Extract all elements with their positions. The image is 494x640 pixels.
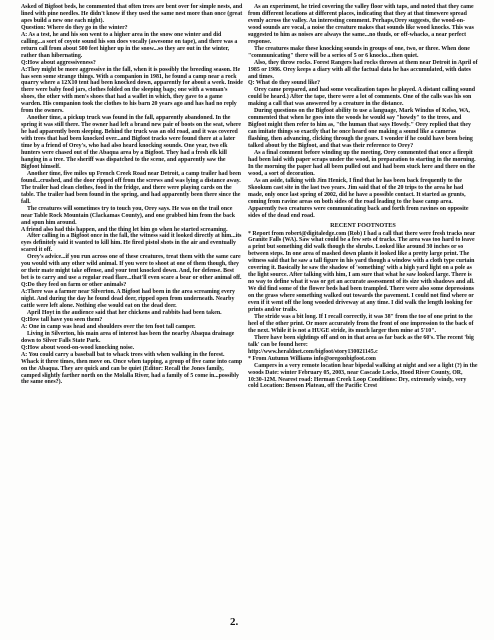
footnote: * Report from robert@digitaledge.com (Rob) I had a call that there were fresh tracks near Granite Falls (WA). Saw what could be a few sets of tracks. The area was too hard to leave a print but something did walk though the shrubs. Looked like around 30 inches or so between steps. In one area of mashed down plants it looked like a pretty large print. The witness said that he saw a tall figure in his yard though a window with a cloth type curtain covering it. Basically he saw the shadow of 'something' with a high yard light on a pole as the light source. After talking with him, I am sure that what he saw looked large. There is no way to define what it was or get an accurate assessment of its size with shadows and all. We did find some of the flower beds had been trampled. There were also some depressions on the grass where something walked out towards the pavement. I could not find where or even if it went off the long wooded driveway at any time. I did walk the length looking for prints and/or trails. [248, 230, 476, 313]
right-column [248, 4, 478, 390]
paragraph: A:There was a farmer near Silverton. A Bigfoot had been in the area screaming every night. And during the day he found dead deer, ripped open from underneath. Nearby cattle were left alone. Nothing else would eat on the dead deer. [21, 289, 235, 309]
paragraph: Orey's advice...if you run across one of these creatures, treat them with the same care you would with any other wild animal. If you were to shoot at one of them though, they or their mate might take offense, and your tent knocked down. And, for defense. Best bet is to carry and use a regular road flare...that'll even scare a bear or other animal off. [21, 254, 242, 282]
paragraph: During questions on the Bigfoot ability to use a language, Mark Windus of Kelso, WA, commented that when he goes into the woods he would say "howdy" to the trees, and Bigfoot might then refer to him as, "the human that says Howdy." Orey replied that they can imitate things so exactly that he once heard one making a sound like a cameras flashing, then advancing, clicking through the gears. I wonder if he could have been being talked about by the Bigfoot, and that was their reference to Orey? [248, 108, 473, 150]
footnote: * From Autumn Williams info@oregonbigfoot.com [248, 355, 376, 362]
paragraph: Orey came prepared, and had some vocalization tapes he played. A distant calling sound could be heard.) After the tape, there were a lot of comments. One of the calls was his son making a call that was answered by a creature in the distance. [248, 87, 476, 108]
footnote: Campers in a very remote location hear bipedal walking at night and see a light (?) in the woods Date: winter February 05, 2003, near Cascade Locks, Hood River County, OR, 10:30-12M. Nearest road: Herman Creek Loop Conditions: Dry, extremely windy, very cold Location: Benson Plateau, off the Pacific Crest [248, 362, 478, 390]
paragraph: April Hoyt in the audience said that her chickens and rabbits had been taken. [27, 309, 222, 316]
paragraph: Asked of Bigfoot beds, he commented that often trees are bent over for simple nests, and lined with pine needles. He didn't know if they used the same nest more than once (great apes build a new one each night). [21, 4, 243, 24]
paragraph: After calling in a Bigfoot once in the fall, the witness said it looked directly at him...its eyes definitely said it wanted to kill him. He fired pistol shots in the air and eventually scared it off. [21, 233, 242, 254]
paragraph: The creatures will sometimes try to touch you, Orey says. He was on the trail once near Table Rock Mountain (Clackamas County), and one grabbed him from the back and spun him around. [21, 205, 235, 226]
paragraph: Also, they throw rocks. Forest Rangers had rocks thrown at them near Detroit in April of 1985 or 1986. Orey keeps a diary with all the factual data he has accumulated, with dates and times. [248, 59, 478, 80]
paragraph: Another time, a pickup truck was found in the fall, apparently abandoned. In the spring it was still there. The owner had left a brand new pair of boots on the seat, where he had apparently been sleeping. Behind the truck was an old road, and it was covered with trees that had been knocked over...and Bigfoot tracks were found there at a later time by a friend of Orey's, who had also heard knocking sounds. One year, two elk hunters were chased out of the Abaqua area by a Bigfoot. They had a fresh elk kill hanging in a tree. The sheriff was dispatched to the scene, and apparently saw the Bigfoot himself. [21, 115, 242, 170]
paragraph: As an aside, talking with Jim Henick, I find that he has been back frequently to the Skookum cast site in the last two years. Jim said that of the 20 trips to the area he had made, only once last spring of 2002, did he have a possible contact. It started as grunts, coming from ravine areas on both sides of the road leading to the base camp area. Apparently two creatures were communicating back and forth from ravines on opposite sides of the dead end road. [248, 177, 469, 219]
paragraph: A:They might be more aggressive in the fall, when it is possibly the breeding season. He has seen some strange things. With a companion in 1981, he found a camp near a rock quarry where a 12X10 tent had been knocked down, apparently for about a week. Inside there were baby food jars, clothes folded on the sleeping bags; one with a woman's shoes, the other with men's shoes that had a wallet in which, they gave to a game warden. His companion took the clothes to his barn 20 years ago and has had no reply from the owners. [21, 66, 243, 115]
footnote: The stride was a bit long. If I recall correctly, it was 38" from the toe of one print to the heel of the other print. Or more accurately from the front of one impression to the back of the next. While it is not a HUGE stride, its much larger then mine at 5'10". [248, 313, 474, 334]
paragraph: Question: Where do they go in the winter? [21, 24, 128, 31]
paragraph: The creatures make these knocking sounds in groups of one, two, or three. When done "communicating" there will be a series of 5 or 6 knocks...then quiet. [248, 45, 470, 59]
paragraph: A: You could carry a baseball bat to whack trees with when walking in the forest. Whack it three times, then move on. Once when tapping, a group of five came into camp on the Abaqua. They are quick and can be quiet (Editor: Recall the Jones family, camped slightly farther north on the Molalla River, had a family of 5 come in...possibly the same ones?). [21, 351, 243, 386]
paragraph: Q:How about aggressiveness? [21, 59, 96, 66]
paragraph: Another time, five miles up French Creek Road near Detroit, a camp trailer had been found...crushed, and the door ripped off from the screws and was lying a distance away. The trailer had clean clothes, food in the fridge, and there were playing cards on the table. The trailer had been found in the spring, and had apparently been there since the fall. [21, 170, 242, 205]
footnote: There have been sightings off and on in that area as far back as the 60's. The recent 'big talk' can be found here: [248, 334, 474, 348]
paragraph: Q:How about wood-on-wood knocking noise. [21, 344, 135, 351]
paragraph: A friend also had this happen, and the thing let him go when he started screaming. [21, 226, 228, 233]
paragraph: Q:Do they feed on farm or other animals? [21, 282, 127, 289]
paragraph: A: One in camp was head and shoulders over the ten foot tall camper. [21, 323, 196, 330]
paragraph: Q: What do they sound like? [248, 80, 321, 87]
footnote-link: http://www.heraldnet.com/bigfoot/story130021145.c [248, 348, 378, 355]
paragraph: Living in Silverton, his main area of interest has been the nearby Abaqua drainage down to Silver Falls State Park. [21, 330, 235, 344]
paragraph: A: As a test, he and his son went to a higher area in the snow one winter and did calling...a sort of coyote sound his son does vocally (awesome on tape), and there was a return call from about 500 feet higher up in the snow...so they are out in the winter, rather than hibernating. [21, 31, 238, 59]
paragraph: As a final comment before winding up the meeting, Orey commented that once a firepit had been laid with paper scraps under the wood, in preparation to starting in the morning. In the morning the paper had all been pulled out and had been stuck here and there on the wood, a sort of decoration. [248, 150, 476, 177]
paragraph: Q:How tall have you seen them? [21, 316, 103, 323]
footnotes-heading: RECENT FOOTNOTES [330, 221, 396, 229]
paragraph: As an experiment, he tried covering the valley floor with taps, and noted that they came from different locations at different places, indicating that they at that timewere spread evenly across the valley. An interesting comment. Perhaps,Orey suggests, the wood-on-wood sounds are vocal, a noise the creature makes that sounds like wood knocks. This was suggested to him as noises are always the same...no thuds, or off-whacks, a near perfect response. [248, 4, 474, 45]
left-column [21, 4, 243, 386]
page-number: 2. [230, 616, 239, 628]
